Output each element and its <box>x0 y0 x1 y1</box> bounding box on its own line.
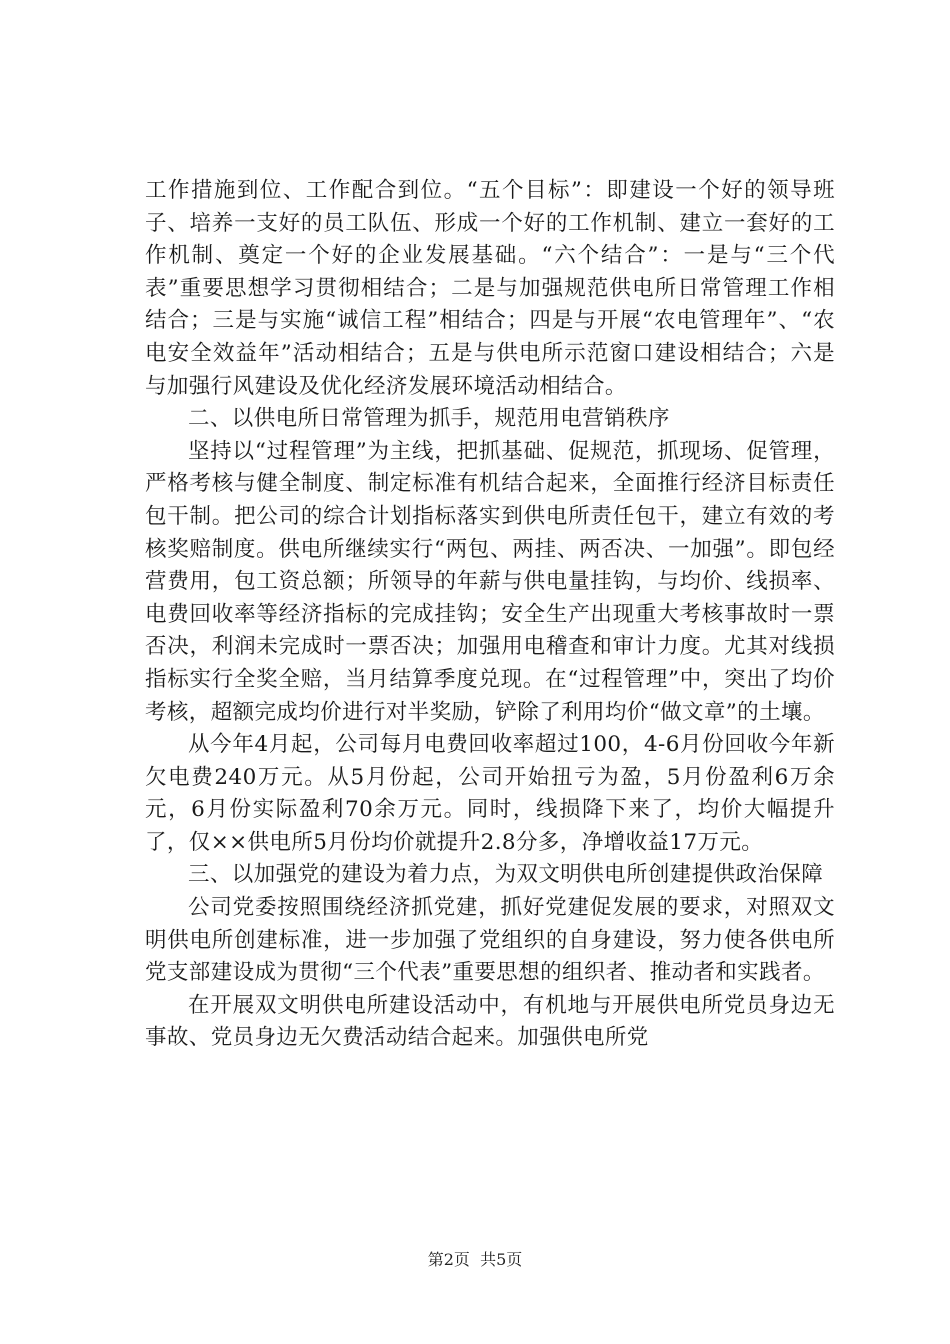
paragraph-7: 在开展双文明供电所建设活动中，有机地与开展供电所党员身边无事故、党员身边无欠费活动结合起来。加强供电所党 <box>145 992 835 1051</box>
paragraph-1: 工作措施到位、工作配合到位。“五个目标”：即建设一个好的领导班子、培养一支好的员工队伍、形成一个好的工作机制、建立一套好的工作机制、奠定一个好的企业发展基础。“六个结合”：一是与“三个代表”重要思想学习贯彻相结合；二是与加强规范供电所日常管理工作相结合；三是与实施“诚信工程”相结合；四是与开展“农电管理年”、“农电安全效益年”活动相结合；五是与供电所示范窗口建设相结合；六是与加强行风建设及优化经济发展环境活动相结合。 <box>145 178 835 399</box>
heading-section-2: 二、以供电所日常管理为抓手，规范用电营销秩序 <box>188 406 670 432</box>
document-body <box>145 175 835 1055</box>
paragraph-6: 公司党委按照围绕经济抓党建，抓好党建促发展的要求，对照双文明供电所创建标准，进一步加强了党组织的自身建设，努力使各供电所党支部建设成为贯彻“三个代表”重要思想的组织者、推动者和实践者。 <box>145 895 835 986</box>
paragraph-4: 从今年4月起，公司每月电费回收率超过100，4-6月份回收今年新欠电费240万元。从5月份起，公司开始扭亏为盈，5月份盈利6万余元，6月份实际盈利70余万元。同时，线损降下来了，均价大幅提升了，仅××供电所5月份均价就提升2.8分多，净增收益17万元。 <box>145 732 835 855</box>
page-number: 第2页 <box>427 1250 470 1269</box>
page-total: 共5页 <box>480 1250 523 1269</box>
page-footer <box>0 1247 950 1270</box>
paragraph-3: 坚持以“过程管理”为主线，把抓基础、促规范，抓现场、促管理，严格考核与健全制度、制定标准有机结合起来，全面推行经济目标责任包干制。把公司的综合计划指标落实到供电所责任包干，建立有效的考核奖赔制度。供电所继续实行“两包、两挂、两否决、一加强”。即包经营费用，包工资总额；所领导的年薪与供电量挂钩，与均价、线损率、电费回收率等经济指标的完成挂钩；安全生产出现重大考核事故时一票否决，利润未完成时一票否决；加强用电稽查和审计力度。尤其对线损指标实行全奖全赔，当月结算季度兑现。在“过程管理”中，突出了均价考核，超额完成均价进行对半奖励，铲除了利用均价“做文章”的土壤。 <box>145 438 835 725</box>
heading-section-3: 三、以加强党的建设为着力点，为双文明供电所创建提供政治保障 <box>188 862 824 888</box>
